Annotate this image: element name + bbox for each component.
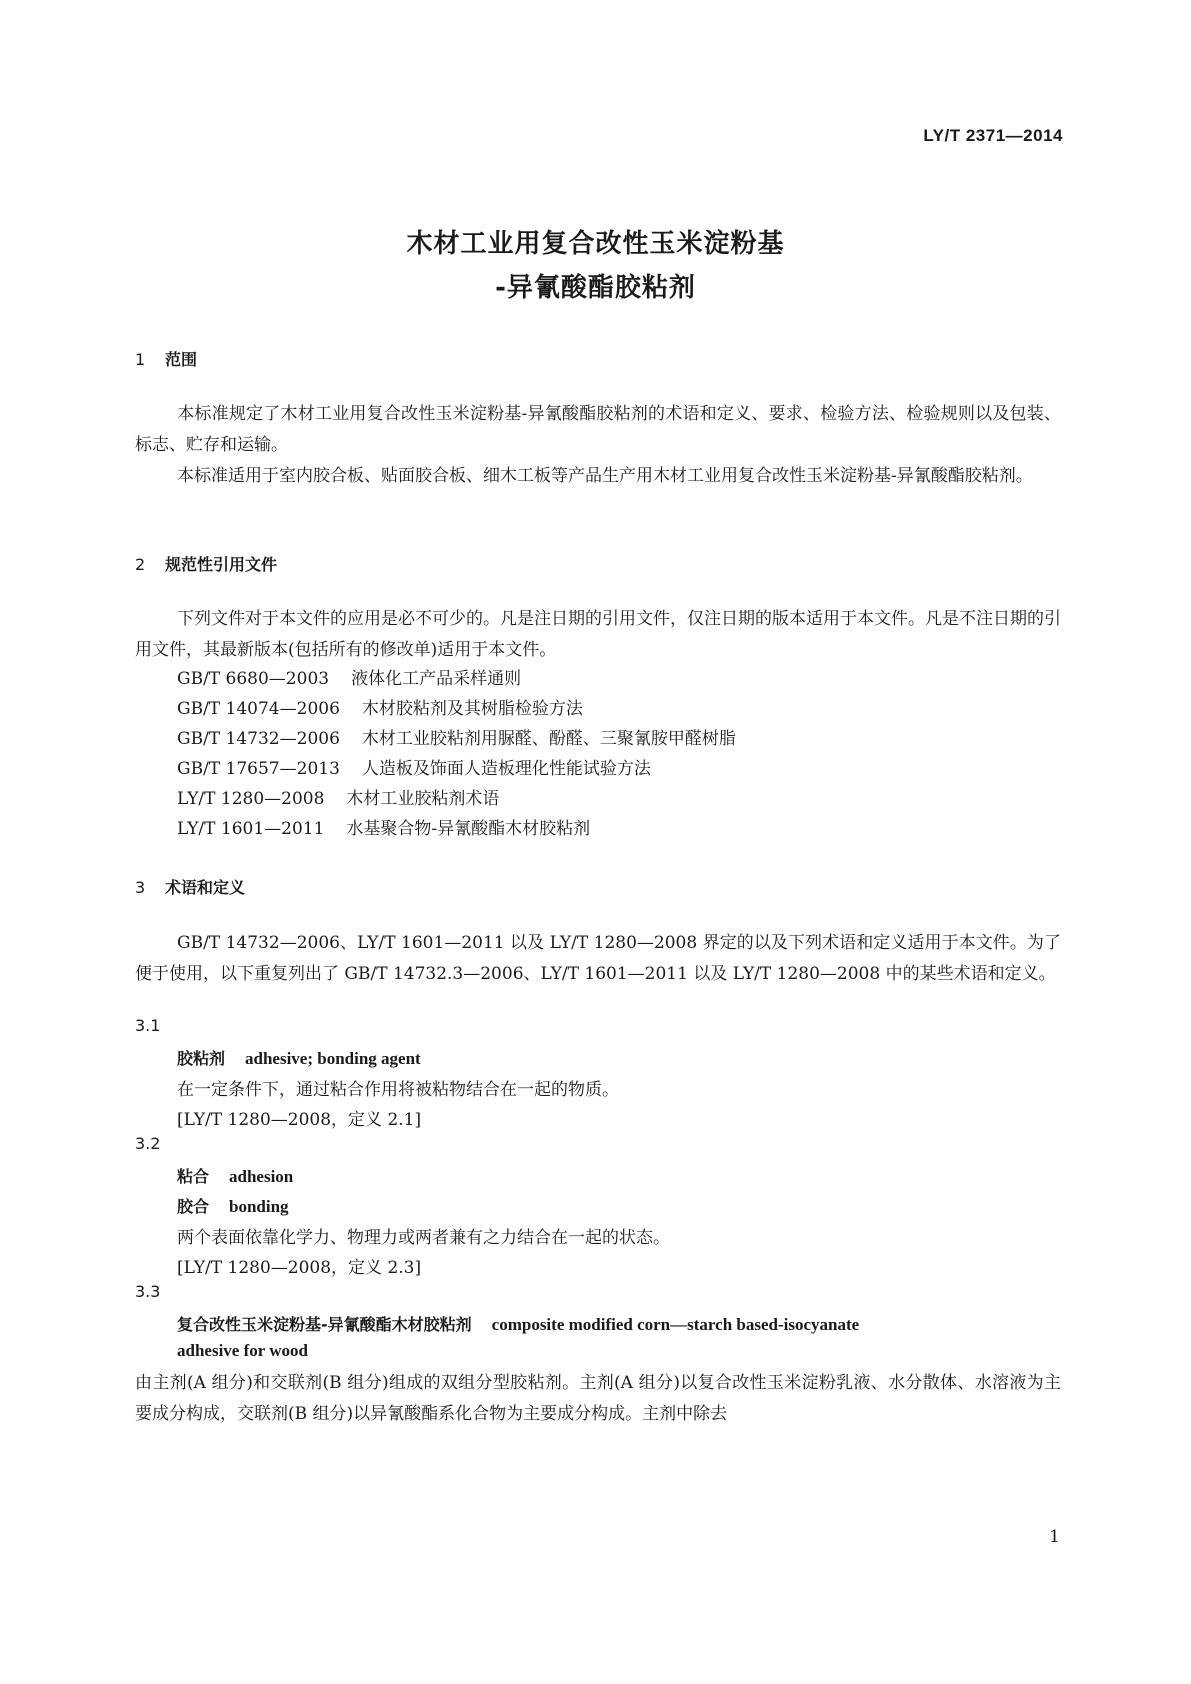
- term-chinese: 胶合: [177, 1197, 210, 1216]
- term-english: adhesion: [229, 1167, 294, 1186]
- paragraph-text: 本标准规定了木材工业用复合改性玉米淀粉基-异氰酸酯胶粘剂的术语和定义、要求、检验方法、检验规则以及包装、标志、贮存和运输。: [135, 404, 1061, 455]
- reference-item: [177, 784, 499, 815]
- document-title: [0, 222, 1191, 310]
- reference-title: 木材工业胶粘剂术语: [346, 789, 500, 809]
- reference-title: 木材工业胶粘剂用脲醛、酚醛、三聚氰胺甲醛树脂: [361, 729, 736, 749]
- paragraph-text: 下列文件对于本文件的应用是必不可少的。凡是注日期的引用文件，仅注日期的版本适用于本文件。凡是不注日期的引用文件，其最新版本(包括所有的修改单)适用于本文件。: [135, 609, 1061, 660]
- term-heading: [177, 1194, 289, 1217]
- reference-item: [177, 814, 590, 845]
- term-english: adhesive; bonding agent: [245, 1049, 421, 1068]
- reference-title: 木材胶粘剂及其树脂检验方法: [361, 699, 583, 719]
- reference-code: GB/T 6680—2003: [177, 669, 330, 689]
- term-source: [LY/T 1280—2008，定义 2.1]: [177, 1110, 422, 1130]
- reference-item: [177, 664, 521, 695]
- paragraph-text: GB/T 14732—2006、LY/T 1601—2011 以及 LY/T 1280—2008 界定的以及下列术语和定义适用于本文件。为了便于使用，以下重复列出了 GB/T 14732.3—2006、LY/T 1601—2011 以及 LY/T 1280—2008 中的某些术语和定义。: [135, 933, 1061, 984]
- term-heading-continued: [177, 1341, 308, 1361]
- reference-code: GB/T 17657—2013: [177, 759, 340, 779]
- section-3-heading: [135, 875, 245, 898]
- section-number: 2: [135, 555, 146, 574]
- reference-code: LY/T 1280—2008: [177, 789, 325, 809]
- reference-item: [177, 724, 736, 755]
- section-title: 规范性引用文件: [165, 555, 278, 574]
- section-2-heading: [135, 552, 277, 575]
- term-definition: 在一定条件下，通过粘合作用将被粘物结合在一起的物质。: [177, 1080, 619, 1100]
- reference-title: 液体化工产品采样通则: [351, 669, 522, 689]
- term-english: bonding: [229, 1197, 289, 1216]
- page-number: 1: [1049, 1527, 1060, 1547]
- section-number: 1: [135, 350, 146, 369]
- reference-code: LY/T 1601—2011: [177, 819, 325, 839]
- term-chinese: 胶粘剂: [177, 1049, 226, 1068]
- standard-code: LY/T 2371—2014: [923, 126, 1063, 145]
- term-definition: 两个表面依靠化学力、物理力或两者兼有之力结合在一起的状态。: [177, 1228, 670, 1248]
- reference-item: [177, 754, 651, 785]
- section-1-paragraph-2: [135, 461, 1061, 492]
- term-number: 3.1: [135, 1016, 161, 1035]
- section-title: 术语和定义: [165, 878, 246, 897]
- term-heading: [177, 1046, 421, 1069]
- section-2-intro: [135, 604, 1061, 666]
- term-english: adhesive for wood: [177, 1341, 308, 1360]
- term-definition: 由主剂(A 组分)和交联剂(B 组分)组成的双组分型胶粘剂。主剂(A 组分)以复合改性玉米淀粉乳液、水分散体、水溶液为主要成分构成，交联剂(B 组分)以异氰酸酯系化合物为主要成分构成。主剂中除去: [135, 1373, 1061, 1424]
- section-3-intro: [135, 928, 1061, 990]
- term-chinese: 复合改性玉米淀粉基-异氰酸酯木材胶粘剂: [177, 1315, 472, 1334]
- section-1-paragraph-1: [135, 399, 1061, 461]
- section-number: 3: [135, 878, 146, 897]
- term-english: composite modified corn—starch based-isocyanate: [491, 1315, 860, 1334]
- reference-title: 水基聚合物-异氰酸酯木材胶粘剂: [346, 819, 591, 839]
- title-line-1: 木材工业用复合改性玉米淀粉基: [406, 229, 785, 259]
- term-heading: [177, 1164, 293, 1187]
- reference-item: [177, 694, 583, 725]
- reference-code: GB/T 14074—2006: [177, 699, 340, 719]
- section-1-heading: [135, 347, 197, 370]
- term-number: 3.2: [135, 1134, 161, 1153]
- term-heading: [177, 1312, 859, 1335]
- term-source: [LY/T 1280—2008，定义 2.3]: [177, 1258, 422, 1278]
- term-chinese: 粘合: [177, 1167, 210, 1186]
- paragraph-text: 本标准适用于室内胶合板、贴面胶合板、细木工板等产品生产用木材工业用复合改性玉米淀粉基-异氰酸酯胶粘剂。: [177, 466, 1033, 486]
- reference-code: GB/T 14732—2006: [177, 729, 340, 749]
- title-line-2: -异氰酸酯胶粘剂: [495, 273, 696, 303]
- section-title: 范围: [165, 350, 198, 369]
- reference-title: 人造板及饰面人造板理化性能试验方法: [361, 759, 651, 779]
- term-number: 3.3: [135, 1282, 161, 1301]
